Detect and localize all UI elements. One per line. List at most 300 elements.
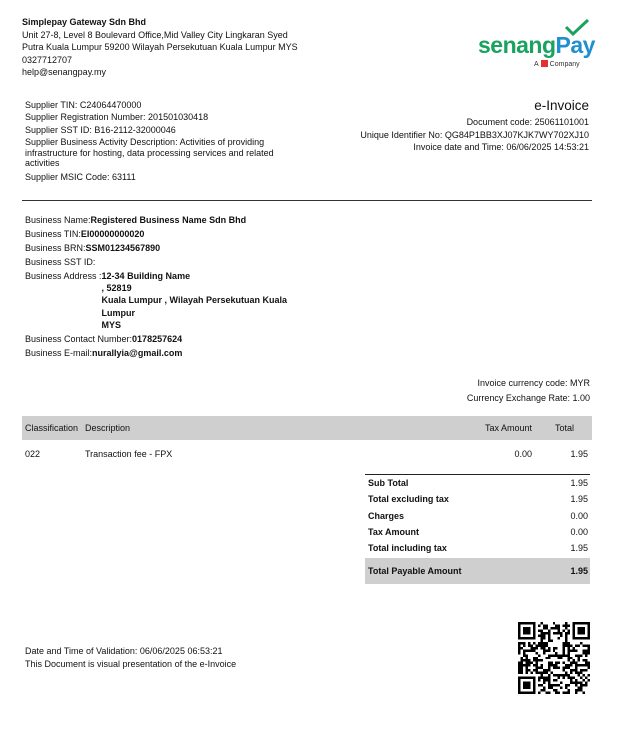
qr-module xyxy=(543,687,545,689)
qr-module xyxy=(558,629,560,631)
qr-module xyxy=(538,679,540,681)
address-line: , 52819 xyxy=(101,283,132,294)
qr-module xyxy=(585,622,587,624)
qr-module xyxy=(588,627,590,629)
qr-module xyxy=(528,687,530,689)
qr-module xyxy=(570,644,572,646)
qr-module xyxy=(560,654,562,656)
qr-module xyxy=(533,647,535,649)
qr-module xyxy=(578,659,580,661)
qr-module xyxy=(578,682,580,684)
qr-module xyxy=(538,684,540,686)
qr-module xyxy=(543,652,545,654)
qr-module xyxy=(543,644,545,646)
qr-module xyxy=(558,684,560,686)
qr-module xyxy=(563,644,565,646)
qr-module xyxy=(583,679,585,681)
qr-module xyxy=(568,652,570,654)
address-line: Lumpur xyxy=(101,307,136,318)
qr-module xyxy=(525,622,527,624)
qr-module xyxy=(518,684,520,686)
qr-module xyxy=(530,677,532,679)
qr-module xyxy=(563,624,565,626)
qr-module xyxy=(575,654,577,656)
qr-module xyxy=(535,664,537,666)
qr-module xyxy=(548,634,550,636)
qr-module xyxy=(560,634,562,636)
qr-module xyxy=(518,664,520,666)
total-value: 0.00 xyxy=(570,527,588,538)
supplier-phone: 0327712707 xyxy=(22,54,73,65)
business-name-label: Business Name: xyxy=(25,215,91,225)
qr-module xyxy=(528,642,530,644)
qr-module xyxy=(540,629,542,631)
qr-module xyxy=(543,627,545,629)
qr-module xyxy=(535,667,537,669)
qr-module xyxy=(528,649,530,651)
qr-module xyxy=(563,652,565,654)
qr-module xyxy=(538,692,540,694)
qr-module xyxy=(555,627,557,629)
qr-module xyxy=(553,679,555,681)
qr-module xyxy=(540,664,542,666)
qr-module xyxy=(520,677,522,679)
qr-module xyxy=(548,677,550,679)
header-tax-amount: Tax Amount xyxy=(484,423,532,433)
qr-module xyxy=(555,662,557,664)
supplier-name: Simplepay Gateway Sdn Bhd xyxy=(22,17,147,27)
qr-module xyxy=(540,637,542,639)
business-tin: EI00000000020 xyxy=(80,228,145,239)
qr-module xyxy=(540,639,542,641)
qr-module xyxy=(563,649,565,651)
qr-module xyxy=(578,657,580,659)
qr-module xyxy=(580,672,582,674)
qr-module xyxy=(518,689,520,691)
qr-module xyxy=(550,662,552,664)
qr-module xyxy=(533,679,535,681)
qr-module xyxy=(533,637,535,639)
qr-module xyxy=(573,629,575,631)
qr-module xyxy=(518,622,520,624)
qr-module xyxy=(520,637,522,639)
qr-module xyxy=(563,677,565,679)
qr-module xyxy=(588,652,590,654)
qr-module xyxy=(518,629,520,631)
qr-module xyxy=(553,649,555,651)
qr-module xyxy=(558,627,560,629)
qr-module xyxy=(585,684,587,686)
business-contact: 0178257624 xyxy=(132,334,183,345)
qr-module xyxy=(563,647,565,649)
address-line: 12-34 Building Name xyxy=(101,270,191,281)
qr-module xyxy=(568,657,570,659)
exchange-rate: Currency Exchange Rate: 1.00 xyxy=(466,393,590,403)
qr-module xyxy=(575,644,577,646)
qr-module xyxy=(563,629,565,631)
qr-module xyxy=(573,632,575,634)
qr-module xyxy=(538,659,540,661)
qr-module xyxy=(518,637,520,639)
qr-module xyxy=(535,659,537,661)
qr-module xyxy=(535,657,537,659)
qr-module xyxy=(538,644,540,646)
qr-module xyxy=(533,682,535,684)
qr-module xyxy=(558,624,560,626)
qr-module xyxy=(583,637,585,639)
supplier-msic: Supplier MSIC Code: 63111 xyxy=(25,171,136,182)
currency-code: Invoice currency code: MYR xyxy=(477,378,590,388)
qr-module xyxy=(525,682,527,684)
logo-word-pay: Pay xyxy=(555,32,595,58)
qr-module xyxy=(585,669,587,671)
qr-module xyxy=(578,654,580,656)
qr-module xyxy=(528,682,530,684)
qr-module xyxy=(575,682,577,684)
qr-module xyxy=(548,647,550,649)
qr-module xyxy=(518,652,520,654)
qr-module xyxy=(568,684,570,686)
qr-module xyxy=(580,629,582,631)
qr-module xyxy=(570,664,572,666)
qr-module xyxy=(578,644,580,646)
qr-module xyxy=(545,649,547,651)
qr-module xyxy=(525,649,527,651)
qr-module xyxy=(568,647,570,649)
qr-module xyxy=(533,632,535,634)
qr-module xyxy=(543,642,545,644)
qr-module xyxy=(548,649,550,651)
qr-module xyxy=(570,682,572,684)
total-value: 1.95 xyxy=(570,543,588,554)
qr-module xyxy=(580,632,582,634)
qr-module xyxy=(540,689,542,691)
qr-module xyxy=(570,662,572,664)
qr-module xyxy=(525,672,527,674)
qr-module xyxy=(545,632,547,634)
qr-module xyxy=(573,662,575,664)
qr-module xyxy=(575,672,577,674)
qr-module xyxy=(585,682,587,684)
total-value: 0.00 xyxy=(570,510,588,521)
qr-module xyxy=(518,632,520,634)
qr-code xyxy=(518,622,590,694)
qr-module xyxy=(578,674,580,676)
qr-module xyxy=(570,669,572,671)
qr-module xyxy=(580,682,582,684)
qr-module xyxy=(548,679,550,681)
qr-module xyxy=(588,634,590,636)
qr-module xyxy=(543,624,545,626)
qr-module xyxy=(520,662,522,664)
qr-module xyxy=(525,692,527,694)
qr-module xyxy=(538,634,540,636)
qr-module xyxy=(558,667,560,669)
qr-module xyxy=(520,647,522,649)
qr-module xyxy=(570,672,572,674)
qr-module xyxy=(568,664,570,666)
qr-module xyxy=(528,692,530,694)
qr-module xyxy=(540,647,542,649)
address-line: Kuala Lumpur , Wilayah Persekutuan Kuala xyxy=(101,295,288,306)
qr-module xyxy=(528,644,530,646)
qr-module xyxy=(523,682,525,684)
qr-module xyxy=(583,652,585,654)
qr-module xyxy=(543,647,545,649)
qr-module xyxy=(563,654,565,656)
qr-module xyxy=(535,662,537,664)
qr-module xyxy=(523,687,525,689)
qr-module xyxy=(580,687,582,689)
qr-module xyxy=(540,677,542,679)
qr-module xyxy=(548,682,550,684)
qr-module xyxy=(588,632,590,634)
qr-module xyxy=(523,692,525,694)
qr-module xyxy=(520,672,522,674)
qr-module xyxy=(548,639,550,641)
qr-module xyxy=(518,672,520,674)
qr-module xyxy=(555,632,557,634)
qr-module xyxy=(523,654,525,656)
qr-module xyxy=(540,642,542,644)
qr-module xyxy=(555,664,557,666)
qr-module xyxy=(518,667,520,669)
table-row xyxy=(22,442,592,458)
qr-module xyxy=(538,667,540,669)
qr-module xyxy=(525,629,527,631)
qr-module xyxy=(575,637,577,639)
qr-module xyxy=(540,644,542,646)
qr-module xyxy=(518,624,520,626)
qr-module xyxy=(575,649,577,651)
total-row xyxy=(365,508,590,524)
qr-module xyxy=(573,622,575,624)
qr-module xyxy=(578,637,580,639)
qr-module xyxy=(518,692,520,694)
logo-sub-company: Company xyxy=(549,61,580,68)
qr-module xyxy=(573,634,575,636)
document-code: Document code: 25061101001 xyxy=(466,117,589,127)
document-note: This Document is visual presentation of the e-Invoice xyxy=(25,659,237,669)
qr-module xyxy=(568,624,570,626)
qr-module xyxy=(548,632,550,634)
qr-module xyxy=(533,642,535,644)
qr-module xyxy=(570,679,572,681)
qr-module xyxy=(568,632,570,634)
qr-module xyxy=(525,667,527,669)
qr-module xyxy=(583,692,585,694)
qr-module xyxy=(580,677,582,679)
qr-module xyxy=(588,637,590,639)
qr-module xyxy=(543,677,545,679)
cell-total: 1.95 xyxy=(570,449,588,459)
qr-module xyxy=(538,677,540,679)
qr-module xyxy=(560,674,562,676)
qr-module xyxy=(533,657,535,659)
qr-module xyxy=(580,654,582,656)
qr-module xyxy=(518,634,520,636)
qr-module xyxy=(543,669,545,671)
total-label: Sub Total xyxy=(368,478,409,489)
qr-module xyxy=(523,622,525,624)
qr-module xyxy=(543,679,545,681)
total-row xyxy=(365,540,590,556)
qr-module xyxy=(553,674,555,676)
business-brn: SSM01234567890 xyxy=(85,242,161,253)
qr-module xyxy=(573,682,575,684)
qr-module xyxy=(565,667,567,669)
qr-module xyxy=(518,677,520,679)
qr-module xyxy=(543,689,545,691)
qr-module xyxy=(565,632,567,634)
qr-module xyxy=(560,682,562,684)
qr-module xyxy=(543,634,545,636)
qr-module xyxy=(548,669,550,671)
qr-module xyxy=(555,692,557,694)
qr-module xyxy=(580,664,582,666)
qr-module xyxy=(525,637,527,639)
qr-module xyxy=(523,644,525,646)
supplier-details xyxy=(25,99,295,183)
qr-module xyxy=(518,649,520,651)
logo-word-senang: senang xyxy=(478,32,556,58)
qr-module xyxy=(578,622,580,624)
qr-module xyxy=(545,644,547,646)
qr-module xyxy=(555,684,557,686)
qr-module xyxy=(538,672,540,674)
cell-classification: 022 xyxy=(25,449,41,459)
qr-module xyxy=(585,659,587,661)
qr-module xyxy=(525,627,527,629)
qr-module xyxy=(540,659,542,661)
qr-module xyxy=(550,627,552,629)
qr-module xyxy=(520,622,522,624)
qr-module xyxy=(533,684,535,686)
qr-module xyxy=(550,664,552,666)
qr-module xyxy=(575,664,577,666)
qr-module xyxy=(528,662,530,664)
qr-module xyxy=(533,629,535,631)
qr-module xyxy=(558,654,560,656)
qr-module xyxy=(558,677,560,679)
qr-module xyxy=(523,652,525,654)
total-label: Charges xyxy=(368,510,405,521)
qr-module xyxy=(568,642,570,644)
qr-module xyxy=(565,687,567,689)
qr-module xyxy=(565,642,567,644)
qr-module xyxy=(585,664,587,666)
qr-module xyxy=(538,624,540,626)
qr-module xyxy=(573,659,575,661)
qr-module xyxy=(545,679,547,681)
qr-module xyxy=(575,684,577,686)
qr-module xyxy=(545,692,547,694)
qr-module xyxy=(530,644,532,646)
logo-sub-a: A xyxy=(534,61,539,68)
qr-module xyxy=(580,684,582,686)
qr-module xyxy=(538,654,540,656)
supplier-email: help@senangpay.my xyxy=(22,67,107,77)
qr-module xyxy=(523,632,525,634)
business-address xyxy=(102,270,287,332)
qr-module xyxy=(555,624,557,626)
qr-module xyxy=(518,644,520,646)
qr-module xyxy=(543,682,545,684)
qr-module xyxy=(585,677,587,679)
qr-module xyxy=(565,654,567,656)
qr-module xyxy=(525,654,527,656)
qr-module xyxy=(518,687,520,689)
qr-module xyxy=(535,669,537,671)
qr-module xyxy=(520,667,522,669)
qr-module xyxy=(575,667,577,669)
qr-module xyxy=(563,669,565,671)
qr-module xyxy=(545,672,547,674)
qr-module xyxy=(533,664,535,666)
qr-module xyxy=(530,672,532,674)
qr-module xyxy=(583,674,585,676)
qr-module xyxy=(525,669,527,671)
qr-module xyxy=(565,644,567,646)
qr-module xyxy=(525,657,527,659)
qr-module xyxy=(533,669,535,671)
qr-module xyxy=(533,692,535,694)
supplier-header xyxy=(22,16,298,79)
qr-module xyxy=(578,689,580,691)
qr-module xyxy=(543,632,545,634)
qr-module xyxy=(520,659,522,661)
qr-module xyxy=(523,642,525,644)
qr-module xyxy=(520,657,522,659)
qr-module xyxy=(555,674,557,676)
qr-module xyxy=(575,622,577,624)
qr-module xyxy=(568,629,570,631)
qr-module xyxy=(545,669,547,671)
qr-module xyxy=(583,649,585,651)
business-brn-label: Business BRN: xyxy=(25,242,86,253)
supplier-address-2: Putra Kuala Lumpur 59200 Wilayah Persekutuan Kuala Lumpur MYS xyxy=(22,42,298,52)
qr-module xyxy=(550,687,552,689)
qr-module xyxy=(528,622,530,624)
qr-module xyxy=(573,647,575,649)
qr-module xyxy=(570,677,572,679)
qr-module xyxy=(525,687,527,689)
qr-module xyxy=(585,637,587,639)
qr-module xyxy=(555,652,557,654)
qr-module xyxy=(523,649,525,651)
qr-module xyxy=(573,637,575,639)
qr-module xyxy=(585,649,587,651)
qr-module xyxy=(528,669,530,671)
qr-module xyxy=(563,642,565,644)
qr-module xyxy=(545,624,547,626)
business-contact-label: Business Contact Number: xyxy=(25,334,133,345)
qr-module xyxy=(553,632,555,634)
qr-module xyxy=(555,689,557,691)
qr-module xyxy=(523,637,525,639)
qr-module xyxy=(555,679,557,681)
qr-module xyxy=(548,637,550,639)
parent-company-icon xyxy=(541,60,548,67)
header-total: Total xyxy=(554,423,574,433)
qr-module xyxy=(528,684,530,686)
qr-module xyxy=(528,664,530,666)
qr-module xyxy=(520,669,522,671)
qr-module xyxy=(530,662,532,664)
qr-module xyxy=(523,629,525,631)
qr-module xyxy=(573,624,575,626)
qr-module xyxy=(583,644,585,646)
